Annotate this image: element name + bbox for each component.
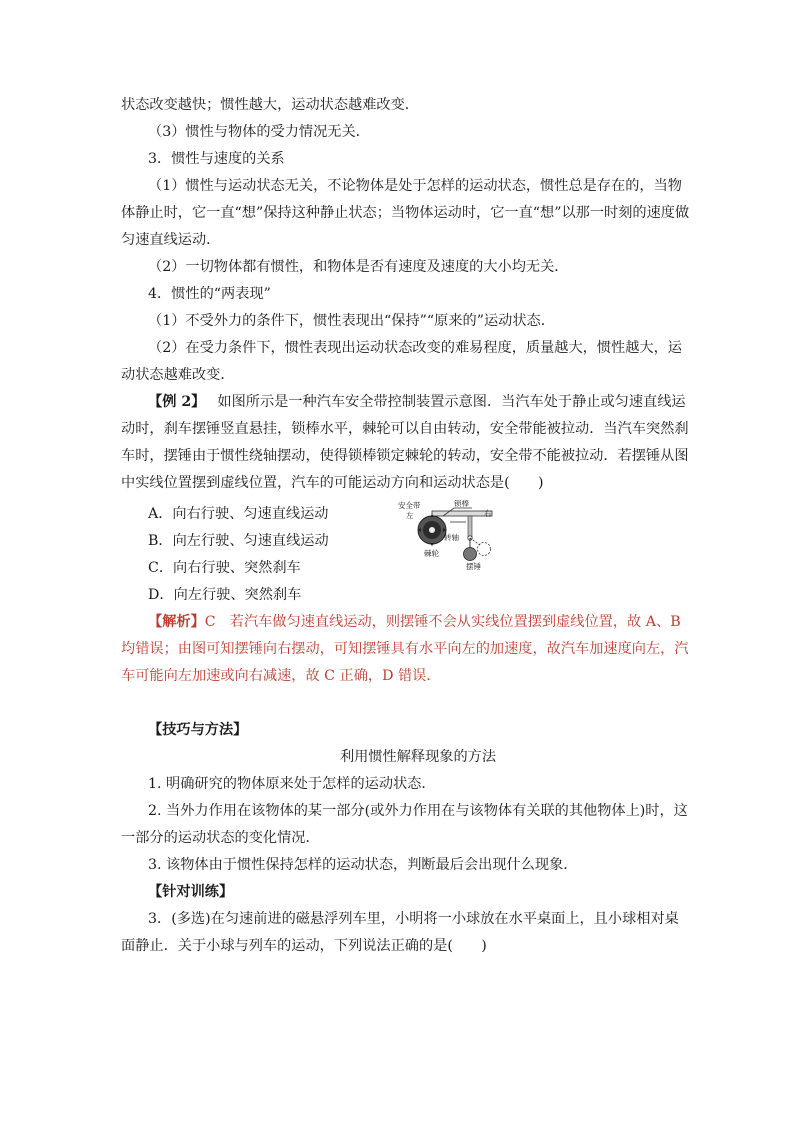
example-line: 车时，摆锤由于惯性绕轴摆动，使得锁棒锁定棘轮的转动，安全带不能被拉动．若摆锤从图 [121, 448, 689, 464]
training-question: 3．(多选)在匀速前进的磁悬浮列车里，小明将一小球放在水平桌面上，且小球相对桌 [148, 911, 679, 927]
example-tag: 【例 2】 [148, 394, 206, 410]
analysis-line: 车可能向左加速或向右减速，故 C 正确，D 错误． [121, 668, 441, 684]
text-line: 匀速直线运动． [121, 232, 221, 248]
skills-heading: 【技巧与方法】 [148, 722, 248, 738]
text-line: （2）一切物体都有惯性，和物体是否有速度及速度的大小均无关． [148, 259, 569, 275]
figure-label-rod: 锁棒 [454, 500, 469, 508]
example-text: 如图所示是一种汽车安全带控制装置示意图．当汽车处于静止或匀速直线运 [217, 394, 686, 410]
text-line: 体静止时，它一直“想”保持这种静止状态；当物体运动时，它一直“想”以那一时刻的速度做 [121, 205, 690, 221]
text-line: 动状态越难改变． [121, 367, 235, 383]
option-b: B．向左行驶、匀速直线运动 [148, 533, 329, 549]
seatbelt-device-figure [398, 500, 510, 570]
option-a: A．向右行驶、匀速直线运动 [148, 506, 329, 522]
example-first-line [148, 392, 686, 412]
skills-item: 1. 明确研究的物体原来处于怎样的运动状态． [148, 776, 436, 792]
skills-item-continued: 一部分的运动状态的变化情况． [121, 830, 320, 846]
skills-item: 2. 当外力作用在该物体的某一部分(或外力作用在与该物体有关联的其他物体上)时，这 [148, 803, 688, 819]
figure-label-pendulum: 摆锤 [466, 562, 481, 570]
analysis-line: 均错误；由图可知摆锤向右摆动，可知摆锤具有水平向左的加速度，故汽车加速度向左，汽 [121, 641, 689, 657]
section-heading: 3．惯性与速度的关系 [148, 151, 285, 167]
figure-label-axle: 转轴 [444, 533, 459, 542]
example-line: 动时，刹车摆锤竖直悬挂，锁棒水平，棘轮可以自由转动，安全带能被拉动．当汽车突然刹 [121, 421, 689, 437]
analysis-first-line [148, 612, 681, 632]
option-c: C．向右行驶、突然刹车 [148, 560, 301, 576]
figure-label-ratchet: 棘轮 [424, 549, 439, 558]
figure-label-belt: 安全带 [398, 501, 421, 510]
example-line: 中实线位置摆到虚线位置，汽车的可能运动方向和运动状态是( ) [121, 475, 544, 491]
analysis-tag: 【解析】 [148, 614, 205, 630]
option-d: D．向左行驶、突然刹车 [148, 587, 302, 603]
figure-label-left: 左 [406, 511, 414, 520]
text-line: （3）惯性与物体的受力情况无关． [148, 124, 370, 140]
skills-title: 利用惯性解释现象的方法 [339, 749, 497, 765]
skills-item: 3. 该物体由于惯性保持怎样的运动状态，判断最后会出现什么现象． [148, 857, 578, 873]
text-line: 状态改变越快；惯性越大，运动状态越难改变． [121, 97, 419, 113]
training-question-continued: 面静止．关于小球与列车的运动，下列说法正确的是( ) [121, 938, 487, 954]
text-line: （2）在受力条件下，惯性表现出运动状态改变的难易程度，质量越大，惯性越大，运 [148, 340, 682, 356]
training-heading: 【针对训练】 [148, 884, 234, 900]
text-line: （1）不受外力的条件下，惯性表现出“保持”“原来的”运动状态． [148, 313, 555, 329]
analysis-text: C 若汽车做匀速直线运动，则摆锤不会从实线位置摆到虚线位置，故 A、B [204, 614, 681, 630]
section-heading: 4．惯性的“两表现” [148, 286, 271, 302]
figure-label-right: 右 [484, 509, 492, 518]
text-line: （1）惯性与运动状态无关，不论物体是处于怎样的运动状态，惯性总是存在的，当物 [148, 178, 682, 194]
